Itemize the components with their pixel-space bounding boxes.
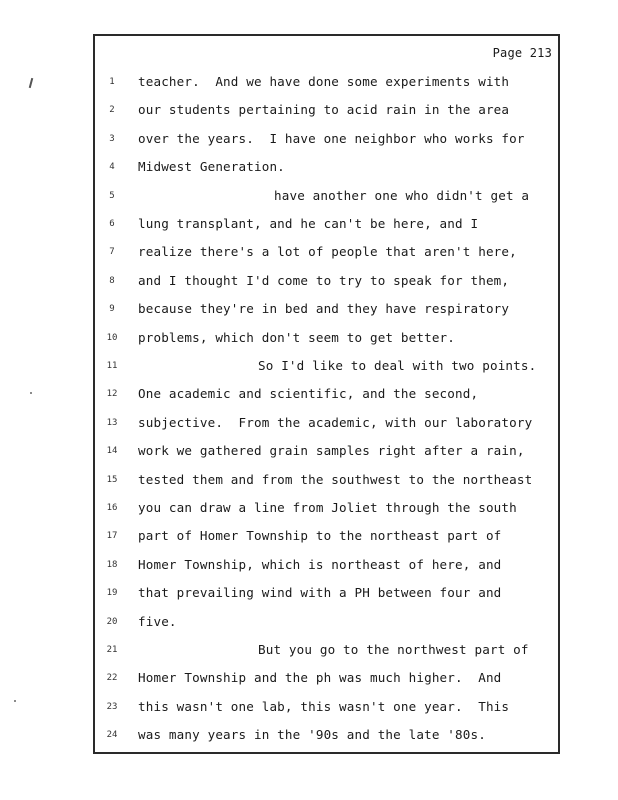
transcript-line: Homer Township and the ph was much higher. And <box>138 670 502 686</box>
transcript-line: But you go to the northwest part of <box>258 642 529 657</box>
transcript-line: five. <box>138 613 177 629</box>
line-number: 9 <box>109 304 115 315</box>
line-number: 5 <box>109 190 115 201</box>
transcript-line: tested them and from the southwest to the northeast <box>138 471 533 487</box>
transcript-line: that prevailing wind with a PH between four and <box>138 585 502 601</box>
line-number: 6 <box>109 219 115 229</box>
line-number: 19 <box>106 588 118 599</box>
transcript-line: So I'd like to deal with two points. <box>258 358 537 373</box>
line-number: 3 <box>109 133 115 144</box>
scan-mark <box>29 78 34 88</box>
transcript-line: you can draw a line from Joliet through the south <box>138 500 517 515</box>
line-number: 13 <box>106 417 118 428</box>
transcript-line: was many years in the '90s and the late '80s. <box>138 727 486 743</box>
transcript-line: Midwest Generation. <box>138 159 285 175</box>
line-number: 11 <box>106 361 118 371</box>
line-number: 16 <box>106 503 118 513</box>
transcript-line: One academic and scientific, and the second, <box>138 386 479 402</box>
transcript-line: problems, which don't seem to get better. <box>138 329 456 345</box>
line-number: 8 <box>109 275 115 286</box>
page-number: Page 213 <box>492 46 552 60</box>
transcript-line: subjective. From the academic, with our laboratory <box>138 414 533 430</box>
transcript-line: realize there's a lot of people that aren't here, <box>138 244 517 260</box>
transcript-line: and I thought I'd come to try to speak for them, <box>138 272 510 288</box>
line-number: 18 <box>106 559 118 570</box>
scan-speck <box>30 392 32 394</box>
line-number: 20 <box>106 616 118 627</box>
line-number: 14 <box>106 446 118 457</box>
transcript-page <box>93 34 560 754</box>
transcript-line: teacher. And we have done some experiments with <box>138 74 510 89</box>
line-number: 15 <box>106 474 118 485</box>
line-number: 17 <box>106 531 118 542</box>
line-number: 23 <box>106 701 118 712</box>
line-number: 22 <box>106 673 118 684</box>
line-number: 1 <box>109 77 115 87</box>
transcript-line: our students pertaining to acid rain in the area <box>138 102 510 118</box>
transcript-line: Homer Township, which is northeast of here, and <box>138 556 502 572</box>
line-number: 12 <box>106 389 118 400</box>
transcript-line: because they're in bed and they have respiratory <box>138 301 510 317</box>
line-number: 21 <box>106 645 118 655</box>
transcript-line: this wasn't one lab, this wasn't one year. This <box>138 698 510 714</box>
line-number: 2 <box>109 105 115 116</box>
transcript-line: have another one who didn't get a <box>274 187 530 203</box>
line-number: 24 <box>106 730 118 741</box>
line-number: 7 <box>109 247 115 258</box>
transcript-line: part of Homer Township to the northeast part of <box>138 528 502 544</box>
line-number: 10 <box>106 332 118 343</box>
line-number: 4 <box>109 162 115 173</box>
transcript-line: over the years. I have one neighbor who works for <box>138 130 525 146</box>
scan-speck <box>14 700 16 702</box>
transcript-line: work we gathered grain samples right after a rain, <box>138 443 525 459</box>
transcript-line: lung transplant, and he can't be here, and I <box>138 216 479 231</box>
